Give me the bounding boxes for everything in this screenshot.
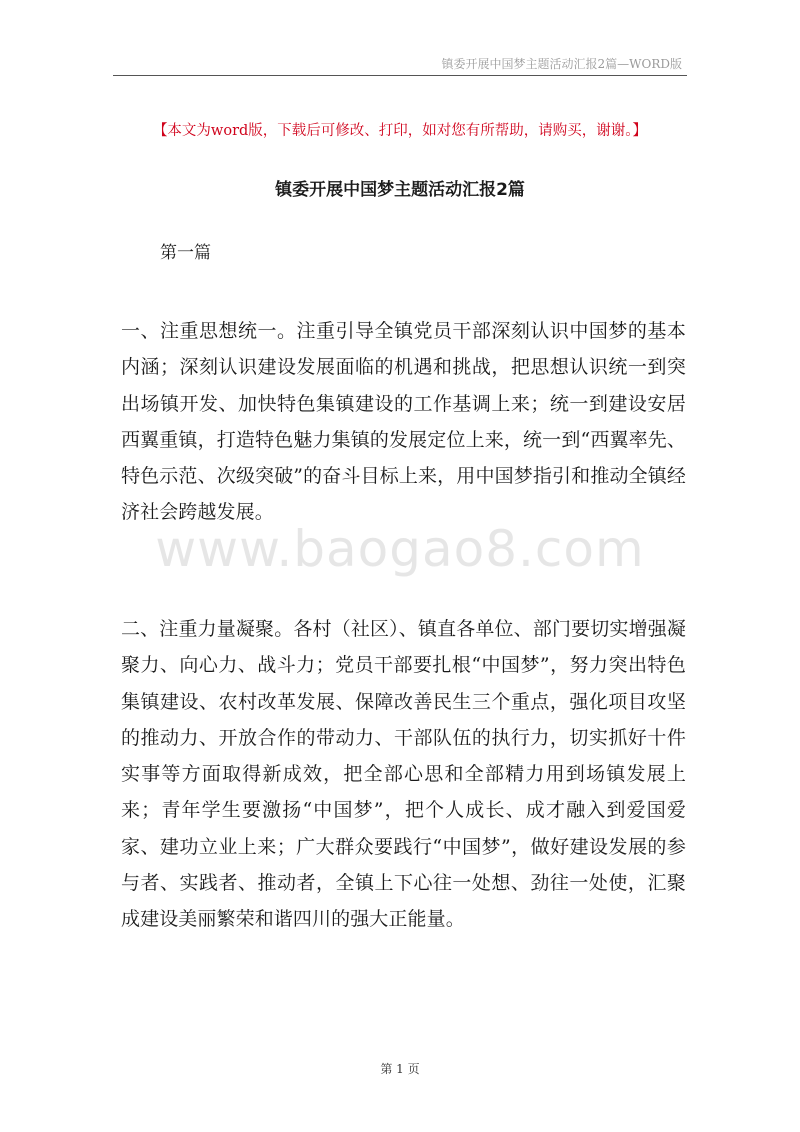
paragraph-2: 二、注重力量凝聚。各村（社区）、镇直各单位、部门要切实增强凝聚力、向心力、战斗力；党员干部要扎根“中国梦”，努力突出特色集镇建设、农村改革发展、保障改善民生三个重点，强化项目攻坚的推动力、开放合作的带动力、干部队伍的执行力，切实抓好十件实事等方面取得新成效，把全部心思和全部精力用到场镇发展上来；青年学生要激扬“中国梦”，把个人成长、成才融入到爱国爱家、建功立业上来；广大群众要践行“中国梦”，做好建设发展的参与者、实践者、推动者，全镇上下心往一处想、劲往一处使，汇聚成建设美丽繁荣和谐四川的强大正能量。	[121, 618, 686, 931]
paragraph-1: 一、注重思想统一。注重引导全镇党员干部深刻认识中国梦的基本内涵；深刻认识建设发展面临的机遇和挑战，把思想认识统一到突出场镇开发、加快特色集镇建设的工作基调上来；统一到建设安居西翼重镇，打造特色魅力集镇的发展定位上来，统一到“西翼率先、特色示范、次级突破”的奋斗目标上来，用中国梦指引和推动全镇经济社会跨越发展。	[121, 320, 686, 524]
header-divider	[113, 75, 687, 76]
watermark: www.baogao8.com	[155, 520, 645, 578]
document-title: 镇委开展中国梦主题活动汇报2篇	[275, 180, 525, 200]
download-notice: 【本文为word版，下载后可修改、打印，如对您有所帮助，请购买，谢谢。】	[152, 123, 648, 139]
section-label: 第一篇	[160, 243, 211, 263]
page-number: 第 1 页	[380, 1062, 420, 1076]
page-header: 镇委开展中国梦主题活动汇报2篇—WORD版	[441, 57, 682, 71]
